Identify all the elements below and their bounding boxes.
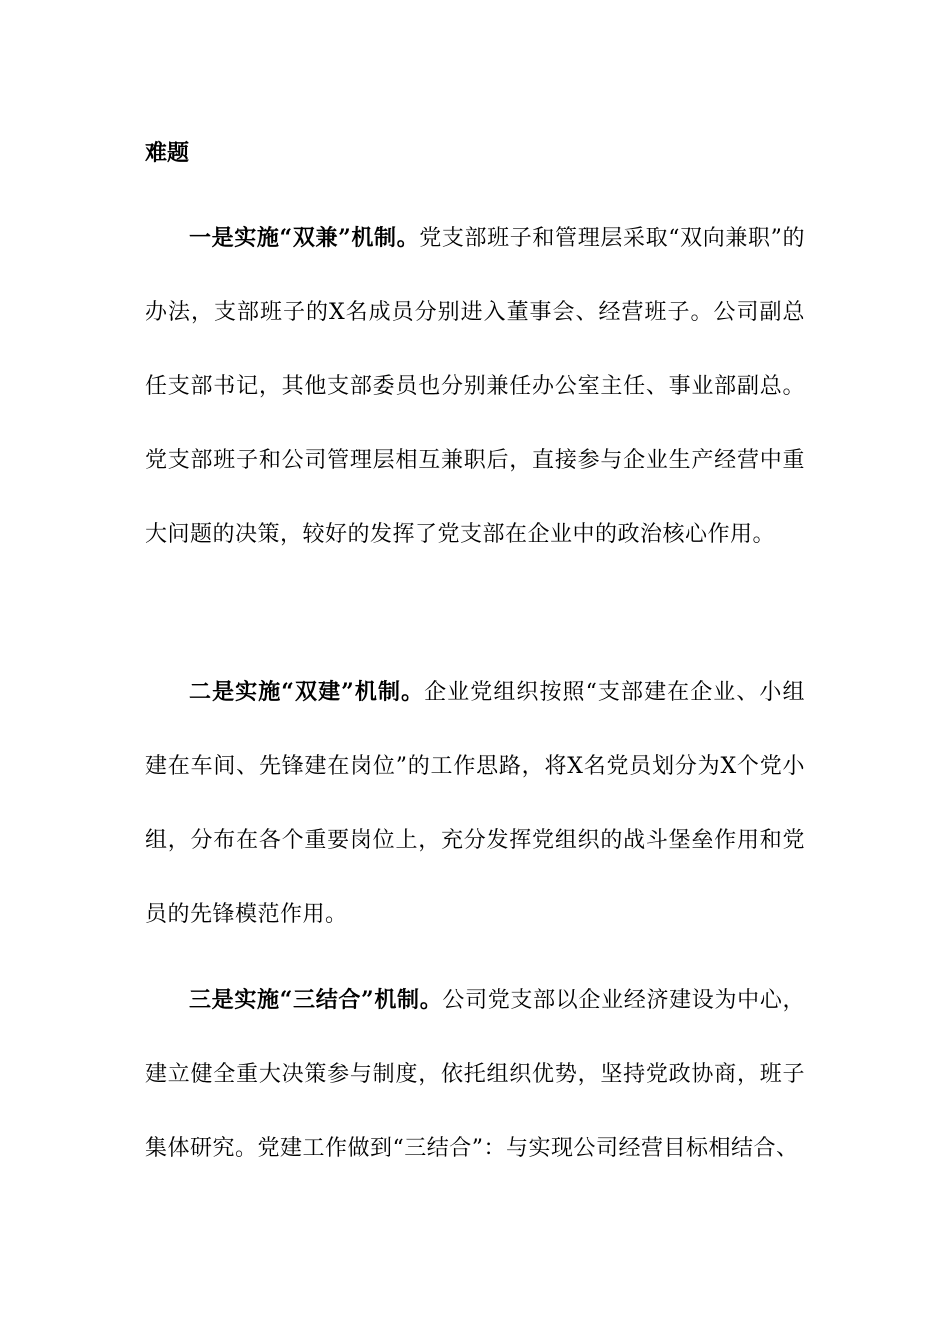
paragraph-shuangjian-build <box>145 655 805 952</box>
paragraph-heading: 一是实施“双兼”机制。 <box>189 225 420 251</box>
paragraph-heading: 三是实施“三结合”机制。 <box>189 987 443 1013</box>
paragraph-heading: 二是实施“双建”机制。 <box>189 679 425 705</box>
paragraph-shuangjian <box>145 201 805 572</box>
paragraph-body: 企业党组织按照“支部建在企业、小组建在车间、先锋建在岗位”的工作思路，将X名党员划分为X个党小组，分布在各个重要岗位上，充分发挥党组织的战斗堡垒作用和党员的先锋模范作用。 <box>145 680 806 927</box>
paragraph-body: 公司党支部以企业经济建设为中心，建立健全重大决策参与制度，依托组织优势，坚持党政协商，班子集体研究。党建工作做到“三结合”：与实现公司经营目标相结合、 <box>145 988 805 1161</box>
paragraph-sanjiehe <box>145 963 805 1186</box>
lead-text: 难题 <box>145 140 190 166</box>
paragraph-body: 党支部班子和管理层采取“双向兼职”的办法，支部班子的X名成员分别进入董事会、经营班子。公司副总任支部书记，其他支部委员也分别兼任办公室主任、事业部副总。党支部班子和公司管理层相互兼职后，直接参与企业生产经营中重大问题的决策，较好的发挥了党支部在企业中的政治核心作用。 <box>145 226 805 547</box>
